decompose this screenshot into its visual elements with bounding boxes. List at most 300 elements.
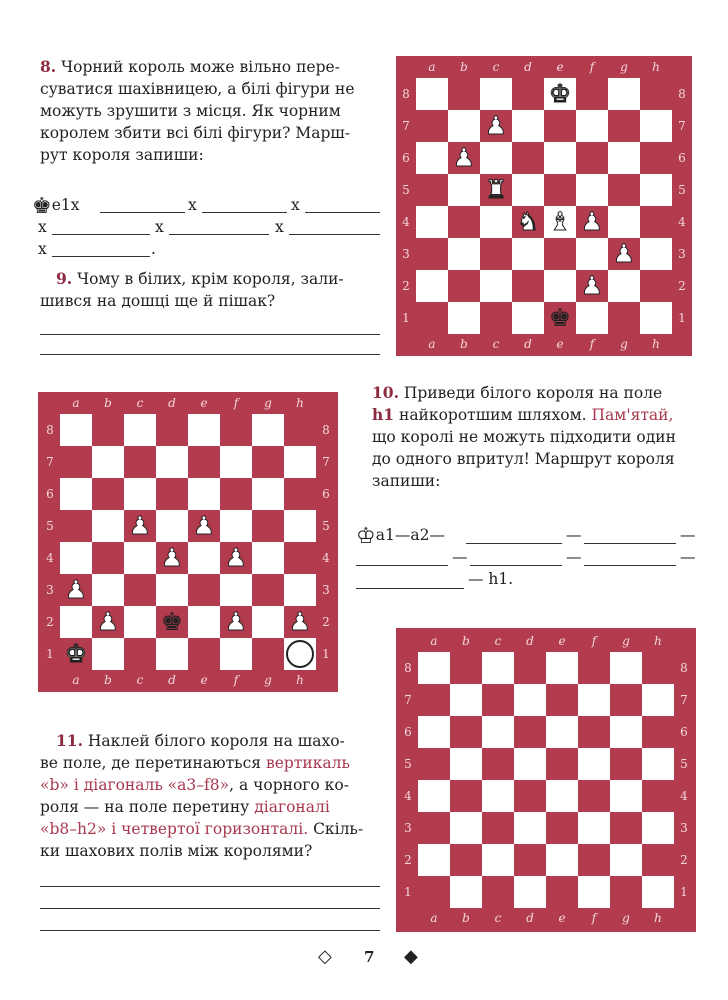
square-b1[interactable] (450, 876, 482, 908)
rank-label: 7 (322, 455, 330, 469)
square-b7[interactable] (448, 110, 480, 142)
square-h2[interactable] (642, 844, 674, 876)
square-b5[interactable] (92, 510, 124, 542)
square-g2[interactable] (608, 270, 640, 302)
square-h5[interactable] (642, 748, 674, 780)
square-e1[interactable] (546, 876, 578, 908)
square-f1[interactable] (576, 302, 608, 334)
square-h2[interactable] (640, 270, 672, 302)
answer-line[interactable] (356, 588, 464, 589)
square-h7[interactable] (640, 110, 672, 142)
file-label: h (654, 634, 662, 648)
task10-route (356, 524, 445, 548)
white-piece-b2: ♟ (96, 607, 120, 636)
square-e2[interactable] (546, 844, 578, 876)
square-f1[interactable] (578, 876, 610, 908)
task8-line: суватися шахівницею, а білі фігури не (40, 80, 355, 98)
square-e8[interactable] (546, 652, 578, 684)
square-a1[interactable] (416, 302, 448, 334)
white-piece-f2: ♟ (224, 607, 248, 636)
square-g8[interactable] (610, 652, 642, 684)
square-b5[interactable] (448, 174, 480, 206)
square-e5[interactable] (546, 748, 578, 780)
rank-label: 4 (678, 215, 686, 229)
square-a7[interactable] (60, 446, 92, 478)
square-h1[interactable] (642, 876, 674, 908)
rank-label: 5 (402, 183, 410, 197)
square-b7[interactable] (92, 446, 124, 478)
square-d5[interactable] (156, 510, 188, 542)
answer-line[interactable] (202, 212, 287, 213)
file-label: h (296, 396, 304, 410)
square-g4[interactable] (252, 542, 284, 574)
square-b1[interactable] (448, 302, 480, 334)
square-b2[interactable] (450, 844, 482, 876)
answer-line[interactable] (305, 212, 380, 213)
square-g1[interactable] (252, 638, 284, 670)
rank-label: 8 (46, 423, 54, 437)
square-h6[interactable] (640, 142, 672, 174)
square-c2[interactable] (482, 844, 514, 876)
chessboard-2 (38, 392, 338, 692)
square-d2[interactable] (512, 270, 544, 302)
square-h6[interactable] (642, 716, 674, 748)
answer-line[interactable] (40, 334, 380, 335)
square-h3[interactable] (642, 812, 674, 844)
file-label: c (492, 337, 500, 351)
x-mark: x (291, 196, 300, 214)
task10-line: Приведи білого короля на поле (403, 384, 663, 402)
answer-line[interactable] (40, 908, 380, 909)
square-a5[interactable] (418, 748, 450, 780)
square-c7[interactable] (482, 684, 514, 716)
square-f3[interactable] (220, 574, 252, 606)
square-h3[interactable] (284, 574, 316, 606)
file-label: d (524, 337, 532, 351)
square-f6[interactable] (576, 142, 608, 174)
file-label: g (264, 673, 272, 687)
x-mark: x (38, 240, 47, 258)
square-f7[interactable] (220, 446, 252, 478)
rank-label: 6 (402, 151, 410, 165)
rank-label: 3 (46, 583, 54, 597)
square-a2[interactable] (60, 606, 92, 638)
square-d6[interactable] (514, 716, 546, 748)
square-f6[interactable] (220, 478, 252, 510)
square-f8[interactable] (220, 414, 252, 446)
square-h4[interactable] (642, 780, 674, 812)
answer-line[interactable] (100, 212, 185, 213)
square-a6[interactable] (418, 716, 450, 748)
file-label: h (654, 911, 662, 925)
square-e6[interactable] (544, 142, 576, 174)
square-b6[interactable] (450, 716, 482, 748)
task10-line: до одного впритул! Маршрут короля (372, 450, 675, 468)
rank-label: 4 (322, 551, 330, 565)
white-piece-f4: ♟ (580, 207, 604, 236)
square-f8[interactable] (576, 78, 608, 110)
file-label: b (104, 673, 112, 687)
x-mark: x (188, 196, 197, 214)
square-f5[interactable] (576, 174, 608, 206)
square-e4[interactable] (546, 780, 578, 812)
rank-label: 5 (46, 519, 54, 533)
square-h8[interactable] (642, 652, 674, 684)
dash: — (452, 548, 468, 566)
square-d1[interactable] (514, 876, 546, 908)
task11-text (56, 730, 396, 752)
file-label: f (589, 337, 595, 351)
white-piece-e4: ♝ (548, 207, 572, 236)
white-piece-h2: ♟ (288, 607, 312, 636)
rank-label: 3 (680, 821, 688, 835)
file-label: c (492, 60, 500, 74)
task8-line: Чорний король може вільно пере- (61, 58, 340, 76)
file-label: e (558, 911, 566, 925)
answer-line[interactable] (584, 543, 676, 544)
square-c1[interactable] (482, 876, 514, 908)
black-piece-d2: ♚ (160, 607, 184, 636)
square-c3[interactable] (124, 574, 156, 606)
square-h7[interactable] (642, 684, 674, 716)
file-label: a (430, 911, 438, 925)
square-e3[interactable] (188, 574, 220, 606)
square-e6[interactable] (188, 478, 220, 510)
square-d8[interactable] (514, 652, 546, 684)
white-piece-c5: ♟ (128, 511, 152, 540)
file-label: a (428, 337, 436, 351)
square-e2[interactable] (188, 606, 220, 638)
square-c4[interactable] (124, 542, 156, 574)
square-a8[interactable] (416, 78, 448, 110)
square-a3[interactable] (416, 238, 448, 270)
square-b3[interactable] (448, 238, 480, 270)
square-a6[interactable] (416, 142, 448, 174)
x-mark: x (155, 218, 164, 236)
square-b1[interactable] (92, 638, 124, 670)
file-label: h (296, 673, 304, 687)
answer-line[interactable] (169, 234, 269, 235)
file-label: a (430, 634, 438, 648)
square-h7[interactable] (284, 446, 316, 478)
square-h5[interactable] (640, 174, 672, 206)
chessboard-3 (396, 628, 696, 932)
square-b6[interactable] (92, 478, 124, 510)
task11-highlight: «b8–h2» і четвертої горизонталі. (40, 820, 309, 838)
square-h4[interactable] (284, 542, 316, 574)
rank-label: 7 (46, 455, 54, 469)
square-d1[interactable] (156, 638, 188, 670)
rank-label: 2 (680, 853, 688, 867)
task11-line: ки шахових полів між королями? (40, 842, 313, 860)
square-d7[interactable] (514, 684, 546, 716)
square-a4[interactable] (416, 206, 448, 238)
square-a4[interactable] (60, 542, 92, 574)
square-f6[interactable] (578, 716, 610, 748)
square-b8[interactable] (92, 414, 124, 446)
square-g1[interactable] (608, 302, 640, 334)
square-e7[interactable] (188, 446, 220, 478)
square-c4[interactable] (480, 206, 512, 238)
answer-line[interactable] (466, 543, 562, 544)
square-a2[interactable] (416, 270, 448, 302)
square-e7[interactable] (544, 110, 576, 142)
square-e4[interactable] (188, 542, 220, 574)
rank-label: 6 (46, 487, 54, 501)
rank-label: 8 (404, 661, 412, 675)
square-f5[interactable] (220, 510, 252, 542)
square-h3[interactable] (640, 238, 672, 270)
task11-text-cont (40, 752, 390, 862)
task10-line: запиши: (372, 472, 441, 490)
square-d1[interactable] (512, 302, 544, 334)
square-g2[interactable] (610, 844, 642, 876)
rank-label: 1 (404, 885, 412, 899)
square-a7[interactable] (418, 684, 450, 716)
square-h4[interactable] (640, 206, 672, 238)
period: . (151, 240, 156, 258)
square-c2[interactable] (124, 606, 156, 638)
file-label: c (494, 634, 502, 648)
square-b4[interactable] (450, 780, 482, 812)
task9-number: 9. (56, 269, 73, 288)
rank-label: 6 (322, 487, 330, 501)
square-g7[interactable] (608, 110, 640, 142)
square-d7[interactable] (156, 446, 188, 478)
rank-label: 1 (680, 885, 688, 899)
rank-label: 1 (322, 647, 330, 661)
square-g4[interactable] (608, 206, 640, 238)
rank-label: 2 (46, 615, 54, 629)
white-piece-a3: ♟ (64, 575, 88, 604)
square-h1[interactable] (640, 302, 672, 334)
square-d2[interactable] (514, 844, 546, 876)
white-piece-d4: ♞ (516, 207, 540, 236)
rank-label: 4 (46, 551, 54, 565)
file-label: a (428, 60, 436, 74)
file-label: d (526, 634, 534, 648)
square-e5[interactable] (544, 174, 576, 206)
route-start: a1—a2— (375, 526, 445, 544)
square-c1[interactable] (480, 302, 512, 334)
square-g6[interactable] (252, 478, 284, 510)
task8-line: королем збити всі білі фігури? Марш- (40, 124, 351, 142)
square-g6[interactable] (610, 716, 642, 748)
square-h8[interactable] (640, 78, 672, 110)
task11-line: , а чорного ко- (229, 776, 349, 794)
task11-line: Наклей білого короля на шахо- (87, 732, 345, 750)
white-piece-f2: ♟ (580, 271, 604, 300)
square-g3[interactable] (610, 812, 642, 844)
square-g5[interactable] (252, 510, 284, 542)
square-a3[interactable] (418, 812, 450, 844)
task10-line: що королі не можуть підходити один (372, 428, 676, 446)
file-label: e (556, 337, 564, 351)
white-piece-d4: ♟ (160, 543, 184, 572)
square-e3[interactable] (546, 812, 578, 844)
square-e8[interactable] (188, 414, 220, 446)
file-label: h (652, 337, 660, 351)
square-f4[interactable] (578, 780, 610, 812)
answer-line[interactable] (470, 565, 562, 566)
diamond-outline-icon: ◇ (318, 946, 332, 967)
file-label: e (556, 60, 564, 74)
square-d6[interactable] (512, 142, 544, 174)
square-d8[interactable] (512, 78, 544, 110)
square-c6[interactable] (482, 716, 514, 748)
square-d7[interactable] (512, 110, 544, 142)
square-c6[interactable] (124, 478, 156, 510)
task10-text (372, 382, 712, 492)
white-piece-c7: ♟ (484, 111, 508, 140)
square-f2[interactable] (578, 844, 610, 876)
square-e3[interactable] (544, 238, 576, 270)
square-b3[interactable] (450, 812, 482, 844)
square-a1[interactable] (418, 876, 450, 908)
square-a8[interactable] (418, 652, 450, 684)
square-c8[interactable] (124, 414, 156, 446)
task11-highlight: «b» і діагональ «a3–f8» (40, 776, 230, 794)
square-g4[interactable] (610, 780, 642, 812)
square-g5[interactable] (610, 748, 642, 780)
square-d3[interactable] (156, 574, 188, 606)
file-label: b (462, 911, 470, 925)
task8-route (32, 194, 382, 218)
rank-label: 2 (402, 279, 410, 293)
square-c5[interactable] (482, 748, 514, 780)
square-f5[interactable] (578, 748, 610, 780)
square-c7[interactable] (124, 446, 156, 478)
square-c3[interactable] (482, 812, 514, 844)
file-label: g (620, 337, 628, 351)
square-c2[interactable] (480, 270, 512, 302)
square-d4[interactable] (514, 780, 546, 812)
square-g8[interactable] (252, 414, 284, 446)
square-f7[interactable] (576, 110, 608, 142)
task8-line: можуть зрушити з місця. Як чорним (40, 102, 341, 120)
rank-label: 1 (402, 311, 410, 325)
square-g7[interactable] (252, 446, 284, 478)
square-b2[interactable] (448, 270, 480, 302)
answer-line[interactable] (40, 354, 380, 355)
answer-line[interactable] (40, 886, 380, 887)
task9-line: Чому в білих, крім короля, зали- (77, 270, 344, 288)
answer-line[interactable] (584, 565, 676, 566)
target-circle-icon (286, 640, 314, 668)
square-b4[interactable] (448, 206, 480, 238)
square-c4[interactable] (482, 780, 514, 812)
rank-label: 7 (680, 693, 688, 707)
square-g2[interactable] (252, 606, 284, 638)
square-a2[interactable] (418, 844, 450, 876)
square-b3[interactable] (92, 574, 124, 606)
square-c8[interactable] (482, 652, 514, 684)
square-d5[interactable] (512, 174, 544, 206)
square-a7[interactable] (416, 110, 448, 142)
square-a4[interactable] (418, 780, 450, 812)
square-g6[interactable] (608, 142, 640, 174)
white-piece-f4: ♟ (224, 543, 248, 572)
square-g1[interactable] (610, 876, 642, 908)
square-d3[interactable] (512, 238, 544, 270)
square-c8[interactable] (480, 78, 512, 110)
square-a5[interactable] (60, 510, 92, 542)
square-b4[interactable] (92, 542, 124, 574)
file-label: b (460, 337, 468, 351)
rank-label: 6 (678, 151, 686, 165)
answer-line[interactable] (40, 930, 380, 931)
answer-line[interactable] (356, 565, 448, 566)
file-label: e (200, 673, 208, 687)
square-e6[interactable] (546, 716, 578, 748)
square-a5[interactable] (416, 174, 448, 206)
answer-line[interactable] (289, 234, 380, 235)
square-e1[interactable] (188, 638, 220, 670)
square-e2[interactable] (544, 270, 576, 302)
task8-line: рут короля запиши: (40, 146, 204, 164)
file-label: g (620, 60, 628, 74)
rank-label: 3 (322, 583, 330, 597)
page-number: 7 (364, 948, 375, 966)
square-f3[interactable] (578, 812, 610, 844)
square-f8[interactable] (578, 652, 610, 684)
square-h6[interactable] (284, 478, 316, 510)
square-h8[interactable] (284, 414, 316, 446)
square-a6[interactable] (60, 478, 92, 510)
square-f3[interactable] (576, 238, 608, 270)
square-d3[interactable] (514, 812, 546, 844)
answer-line[interactable] (52, 256, 150, 257)
rank-label: 4 (680, 789, 688, 803)
square-b8[interactable] (448, 78, 480, 110)
white-piece-e8: ♚ (548, 79, 572, 108)
file-label: b (462, 634, 470, 648)
rank-label: 8 (680, 661, 688, 675)
square-g8[interactable] (608, 78, 640, 110)
rank-label: 5 (322, 519, 330, 533)
square-c6[interactable] (480, 142, 512, 174)
square-d6[interactable] (156, 478, 188, 510)
square-d5[interactable] (514, 748, 546, 780)
file-label: f (233, 673, 239, 687)
square-e7[interactable] (546, 684, 578, 716)
square-g5[interactable] (608, 174, 640, 206)
square-c3[interactable] (480, 238, 512, 270)
rank-label: 8 (322, 423, 330, 437)
square-a8[interactable] (60, 414, 92, 446)
square-c1[interactable] (124, 638, 156, 670)
file-label: c (494, 911, 502, 925)
square-b8[interactable] (450, 652, 482, 684)
white-piece-b6: ♟ (452, 143, 476, 172)
file-label: e (200, 396, 208, 410)
answer-line[interactable] (52, 234, 150, 235)
white-king-icon: ♔ (356, 524, 376, 549)
square-g7[interactable] (610, 684, 642, 716)
square-f7[interactable] (578, 684, 610, 716)
square-f1[interactable] (220, 638, 252, 670)
square-b5[interactable] (450, 748, 482, 780)
task8-text (40, 56, 390, 166)
square-h5[interactable] (284, 510, 316, 542)
square-b7[interactable] (450, 684, 482, 716)
square-d8[interactable] (156, 414, 188, 446)
rank-label: 4 (402, 215, 410, 229)
file-label: a (72, 673, 80, 687)
square-g3[interactable] (252, 574, 284, 606)
rank-label: 6 (680, 725, 688, 739)
file-label: f (591, 634, 597, 648)
